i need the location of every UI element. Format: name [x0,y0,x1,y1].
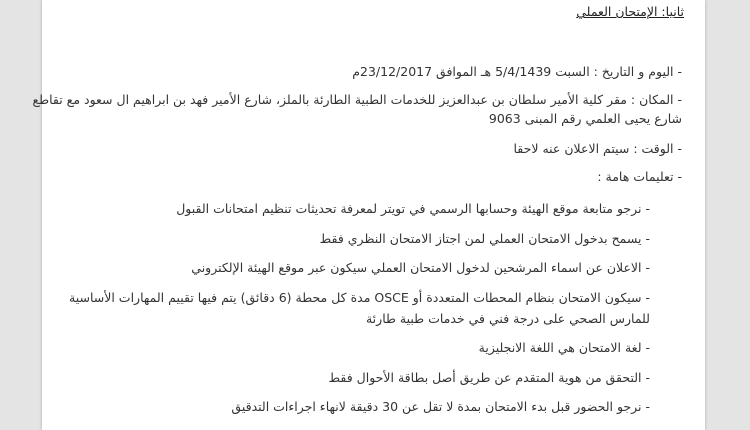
exam-date: - اليوم و التاريخ : السبت 5/4/1439 هـ الموافق 23/12/2017م [352,64,682,79]
instruction-item: - الاعلان عن اسماء المرشحين لدخول الامتحان العملي سيكون عبر موقع الهيئة الإلكتروني [191,260,650,275]
instruction-item: - يسمح بدخول الامتحان العملي لمن اجتاز الامتحان النظري فقط [319,231,650,246]
instruction-item: - لغة الامتحان هي اللغة الانجليزية [478,340,650,355]
section-title: ثانيا: الإمتحان العملي [576,4,684,19]
exam-place-line-2: شارع يحيى العلمي رقم المبنى 9063 [488,111,682,126]
instruction-item: - التحقق من هوية المتقدم عن طريق أصل بطاقة الأحوال فقط [328,370,650,385]
exam-time: - الوقت : سيتم الاعلان عنه لاحقا [513,141,682,156]
instruction-item: - نرجو متابعة موقع الهيئة وحسابها الرسمي في تويتر لمعرفة تحديثات تنظيم امتحانات القبول [176,201,650,216]
instructions-label: - تعليمات هامة : [597,169,682,184]
document-page [32,0,705,430]
instruction-item: - نرجو الحضور قبل بدء الامتحان بمدة لا تقل عن 30 دقيقة لانهاء اجراءات التدقيق [231,399,650,414]
instruction-item-continued: للمارس الصحي على درجة فني في خدمات طبية طارئة [365,311,650,326]
instruction-item: - سيكون الامتحان بنظام المحطات المتعددة أو OSCE مدة كل محطة (6 دقائق) يتم فيها تقييم المهارات الأساسية [69,290,650,305]
exam-place-line-1: - المكان : مقر كلية الأمير سلطان بن عبدالعزيز للخدمات الطبية الطارئة بالملز، شارع الأمير فهد بن ابراهيم ال سعود مع تقاطع [32,92,682,107]
